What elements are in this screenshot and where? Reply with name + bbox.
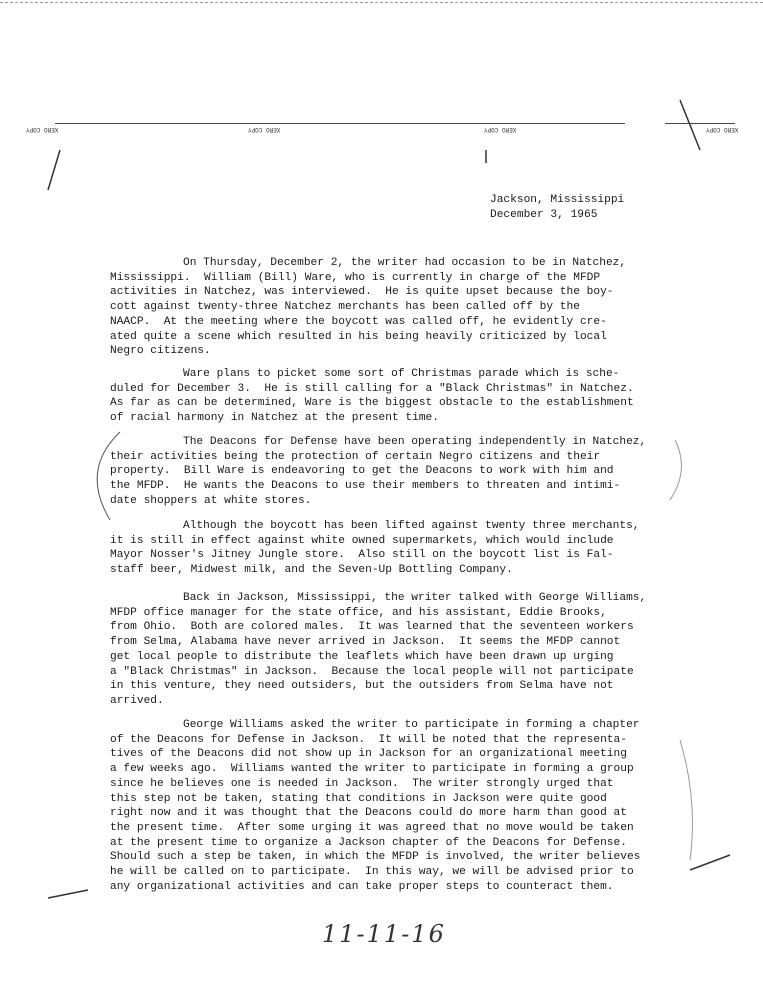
text-line: the present time. After some urging it was agreed that no move would be taken	[110, 821, 634, 834]
text-line: a few weeks ago. Williams wanted the writer to participate in forming a group	[110, 763, 634, 776]
text-line: George Williams asked the writer to participate in forming a chapter	[183, 719, 640, 731]
text-line: tives of the Deacons did not show up in Jackson for an organizational meeting	[110, 748, 627, 761]
paragraph	[110, 718, 640, 894]
text-line: staff beer, Midwest milk, and the Seven-Up Bottling Company.	[110, 564, 513, 577]
text-line: right now and it was thought that the Deacons could do more harm than good at	[110, 807, 627, 820]
text-line: Mayor Nosser's Jitney Jungle store. Also still on the boycott list is Fal-	[110, 549, 614, 562]
xero-stamp: XERO COPY	[248, 126, 281, 133]
text-line: duled for December 3. He is still calling for a "Black Christmas" in Natchez.	[110, 382, 634, 395]
text-line: since he believes one is needed in Jackson. The writer strongly urged that	[110, 777, 614, 790]
text-line: of the Deacons for Defense in Jackson. It will be noted that the representa-	[110, 733, 627, 746]
text-line: Ware plans to picket some sort of Christmas parade which is sche-	[183, 368, 620, 380]
text-line: Mississippi. William (Bill) Ware, who is currently in charge of the MFDP	[110, 271, 601, 284]
text-line: it is still in effect against white owned supermarkets, which would include	[110, 534, 614, 547]
pen-stroke	[48, 150, 60, 190]
text-line: property. Bill Ware is endeavoring to get the Deacons to work with him and	[110, 465, 614, 478]
text-line: the MFDP. He wants the Deacons to use their members to threaten and intimi-	[110, 480, 621, 493]
paragraph	[110, 435, 646, 509]
text-line: The Deacons for Defense have been operating independently in Natchez,	[183, 436, 647, 448]
text-line: he will be called on to participate. In this way, we will be advised prior to	[110, 866, 634, 879]
paragraph	[110, 519, 640, 578]
margin-bracket	[680, 740, 692, 860]
paragraph	[110, 367, 634, 426]
text-line: Back in Jackson, Mississippi, the writer talked with George Williams,	[183, 592, 647, 604]
text-line: any organizational activities and can take proper steps to counteract them.	[110, 880, 614, 893]
paragraph	[110, 591, 646, 709]
text-line: from Selma, Alabama have never arrived in Jackson. It seems the MFDP cannot	[110, 636, 621, 649]
text-line: activities in Natchez, was interviewed. He is quite upset because the boy-	[110, 286, 614, 299]
text-line: at the present time to organize a Jackson chapter of the Deacons for Defense.	[110, 836, 627, 849]
text-line: of racial harmony in Natchez at the present time.	[110, 412, 439, 425]
text-line: cott against twenty-three Natchez merchants has been called off by the	[110, 301, 580, 314]
handwritten-number: 11-11-16	[322, 920, 446, 948]
text-line: a "Black Christmas" in Jackson. Because the local people will not participate	[110, 665, 634, 678]
text-line: from Ohio. Both are colored males. It was learned that the seventeen workers	[110, 621, 634, 634]
text-line: Should such a step be taken, in which the MFDP is involved, the writer believes	[110, 851, 641, 864]
pen-stroke	[690, 855, 730, 870]
pen-stroke	[680, 100, 700, 150]
text-line: date shoppers at white stores.	[110, 494, 312, 507]
text-line: in this venture, they need outsiders, but the outsiders from Selma have not	[110, 680, 614, 693]
text-line: this step not be taken, stating that conditions in Jackson were quite good	[110, 792, 607, 805]
xero-stamp: XERO COPY	[484, 126, 517, 133]
xero-stamp: XERO COPY	[26, 126, 59, 133]
text-line: Although the boycott has been lifted against twenty three merchants,	[183, 520, 640, 532]
text-line: get local people to distribute the leaflets which have been drawn up urging	[110, 650, 614, 663]
text-line: ated quite a scene which resulted in his being heavily criticized by local	[110, 330, 607, 343]
paragraph	[110, 256, 626, 359]
text-line: As far as can be determined, Ware is the biggest obstacle to the establishment	[110, 397, 634, 410]
text-line: their activities being the protection of certain Negro citizens and their	[110, 450, 601, 463]
text-line: NAACP. At the meeting where the boycott was called off, he evidently cre-	[110, 315, 607, 328]
dateline	[490, 193, 624, 223]
dateline-date: December 3, 1965	[490, 209, 598, 221]
margin-bracket	[670, 440, 681, 500]
text-line: MFDP office manager for the state office, and his assistant, Eddie Brooks,	[110, 606, 607, 619]
text-line: On Thursday, December 2, the writer had occasion to be in Natchez,	[183, 257, 627, 269]
pen-stroke	[48, 890, 88, 898]
text-line: Negro citizens.	[110, 345, 211, 358]
dateline-place: Jackson, Mississippi	[490, 194, 625, 206]
text-line: arrived.	[110, 694, 164, 707]
xero-stamp: XERO COPY	[706, 126, 739, 133]
